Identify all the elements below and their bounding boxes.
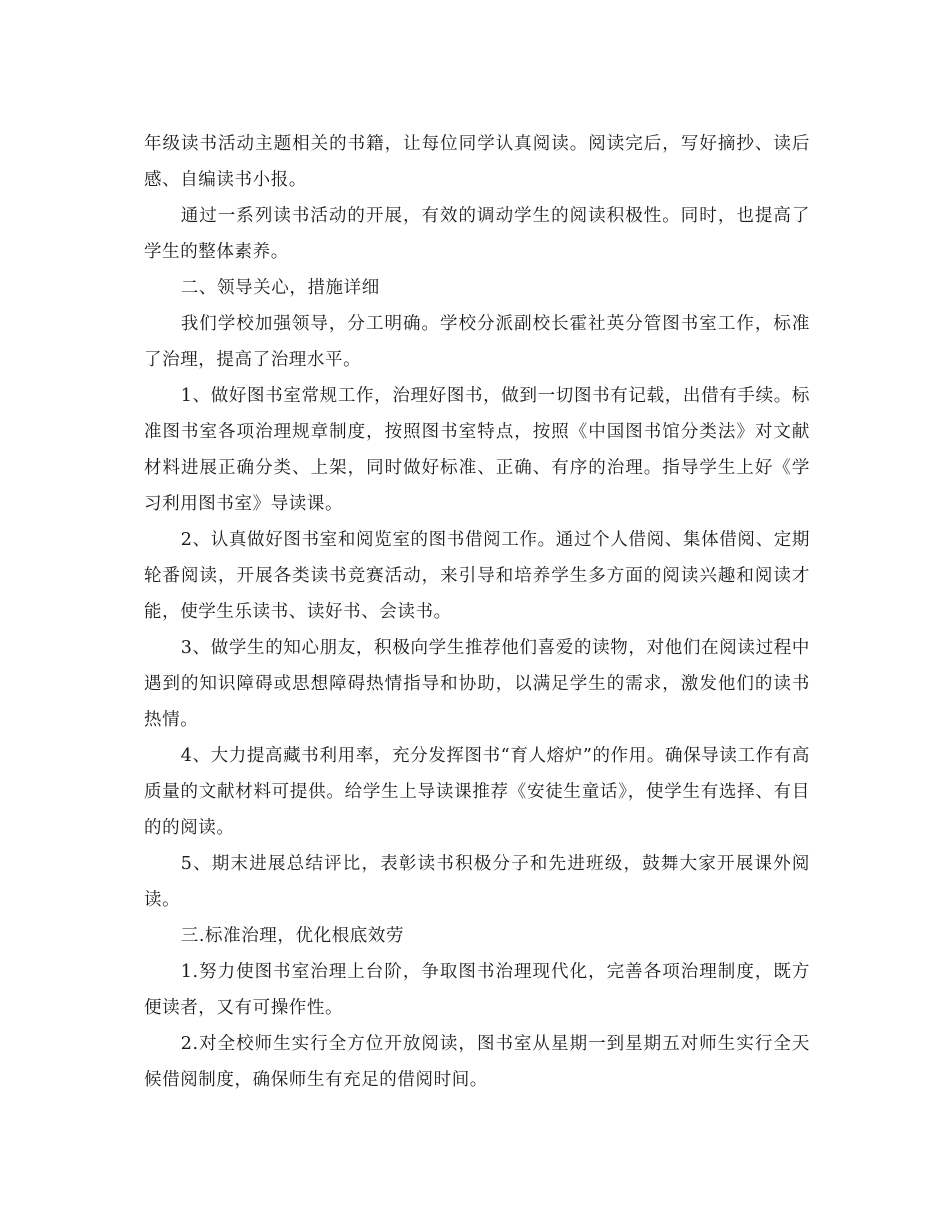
paragraph-reading-activities-summary: 通过一系列读书活动的开展，有效的调动学生的阅读积极性。同时，也提高了学生的整体素养。 [144,206,810,262]
section-heading-3: 三.标准治理，优化根底效劳 [180,926,405,946]
list-item-2: 2、认真做好图书室和阅览室的图书借阅工作。通过个人借阅、集体借阅、定期轮番阅读，开展各类读书竞赛活动，来引导和培养学生多方面的阅读兴趣和阅读才能，使学生乐读书、读好书、会读书。 [144,530,810,622]
list-item-3-1: 1.努力使图书室治理上台阶，争取图书治理现代化，完善各项治理制度，既方便读者，又有可操作性。 [144,962,810,1018]
list-item-1: 1、做好图书室常规工作，治理好图书，做到一切图书有记载，出借有手续。标准图书室各项治理规章制度，按照图书室特点，按照《中国图书馆分类法》对文献材料进展正确分类、上架，同时做好标准、正确、有序的治理。指导学生上好《学习利用图书室》导读课。 [144,386,810,514]
paragraph-leadership: 我们学校加强领导，分工明确。学校分派副校长霍社英分管图书室工作，标准了治理，提高了治理水平。 [144,314,810,370]
document-body [144,126,810,1098]
list-item-3-2: 2.对全校师生实行全方位开放阅读，图书室从星期一到星期五对师生实行全天候借阅制度，确保师生有充足的借阅时间。 [144,1034,810,1090]
list-item-5: 5、期末进展总结评比，表彰读书积极分子和先进班级，鼓舞大家开展课外阅读。 [144,854,810,910]
paragraph-continuation: 年级读书活动主题相关的书籍，让每位同学认真阅读。阅读完后，写好摘抄、读后感、自编读书小报。 [144,134,810,190]
list-item-3: 3、做学生的知心朋友，积极向学生推荐他们喜爱的读物，对他们在阅读过程中遇到的知识障碍或思想障碍热情指导和协助，以满足学生的需求，激发他们的读书热情。 [144,638,810,730]
section-heading-2: 二、领导关心，措施详细 [180,278,380,298]
list-item-4: 4、大力提高藏书利用率，充分发挥图书“育人熔炉”的作用。确保导读工作有高质量的文献材料可提供。给学生上导读课推荐《安徒生童话》，使学生有选择、有目的的阅读。 [144,746,810,838]
